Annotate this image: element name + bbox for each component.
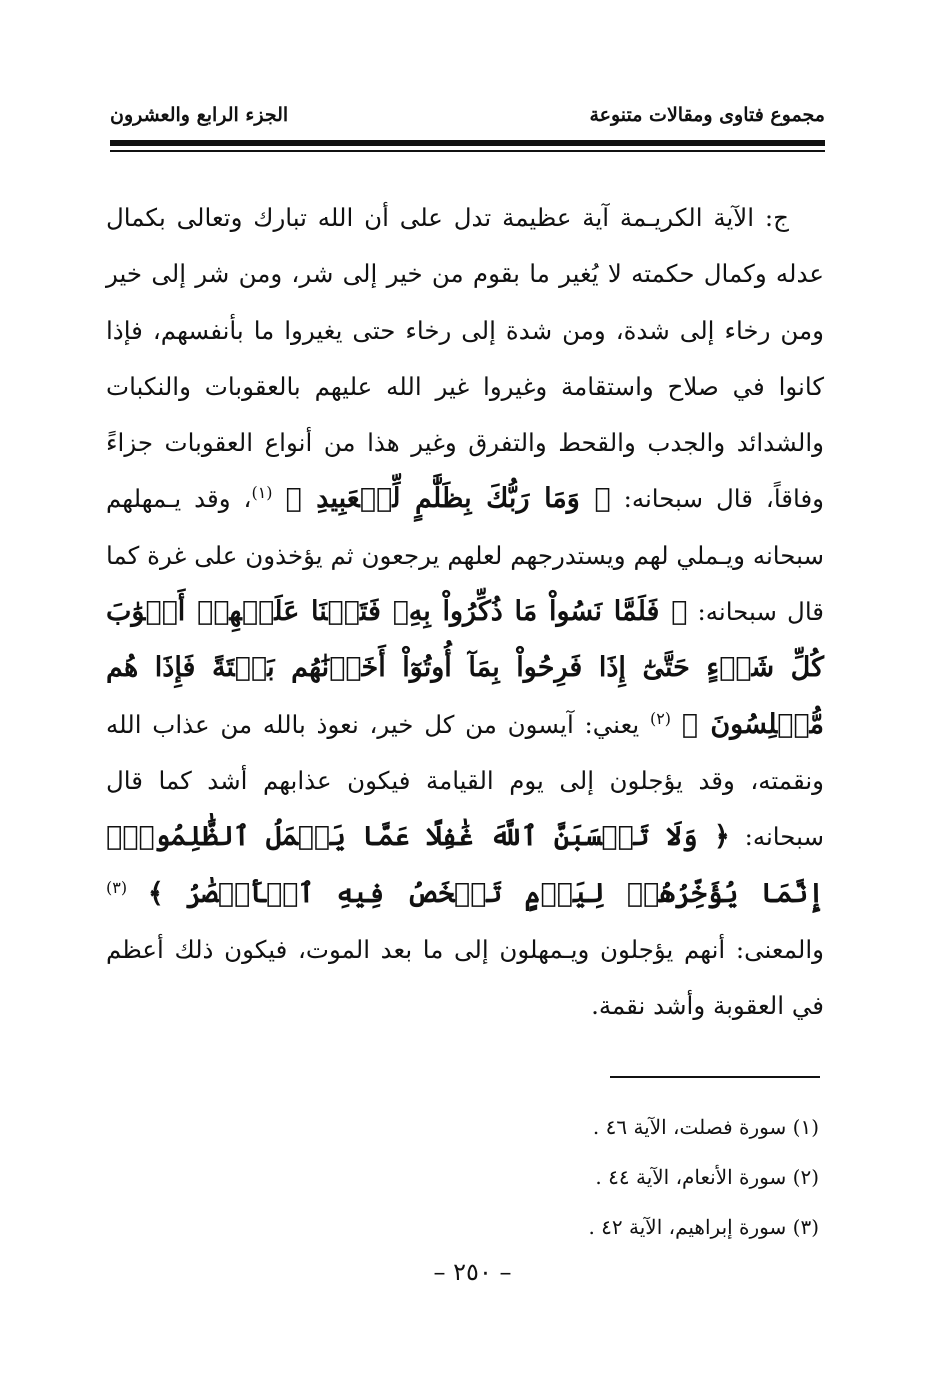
footnote-item: (١) سورة فصلت، الآية ٤٦ . (592, 1115, 819, 1139)
footnote-separator (610, 1076, 820, 1078)
footnote-item: (٢) سورة الأنعام، الآية ٤٤ . (595, 1165, 819, 1189)
text-segment: ، وقد يـمهلهم سبحانه ويـملي لهم ويستدرجهم لعلهم يرجعون ثم يؤخذون على غرة كما قال سبحانه: (106, 484, 824, 627)
footnotes (219, 1102, 819, 1252)
answer-paragraph (106, 190, 824, 1034)
header-rule-thin (110, 150, 825, 152)
footnote-item: (٣) سورة إبراهيم، الآية ٤٢ . (588, 1215, 819, 1239)
quran-verse: ﴿ وَلَا تَحۡسَبَنَّ ٱللَّهَ غَٰفِلًا عَمَّا يَعۡمَلُ ٱلظَّٰلِمُونَۚ إِنَّمَا يُؤَخِّرُهُمۡ لِيَوۡمٍ تَشۡخَصُ فِيهِ ٱلۡأَبۡصَٰرُ ﴾ (106, 821, 824, 909)
footnote-reference: (٣) (106, 877, 128, 897)
footnote-reference: (٢) (649, 708, 672, 728)
text-segment: والمعنى: أنهم يؤجلون ويـمهلون إلى ما بعد الموت، فيكون ذلك أعظم في العقوبة وأشد نقمة. (106, 934, 824, 1021)
main-text (106, 190, 824, 1034)
header-rule-thick (110, 140, 825, 146)
quran-verse: ﴿ فَلَمَّا نَسُواْ مَا ذُكِّرُواْ بِهِۦ فَتَحۡنَا عَلَيۡهِمۡ أَبۡوَٰبَ كُلِّ شَيۡءٍ حَتَّىٰٓ إِذَا فَرِحُواْ بِمَآ أُوتُوٓاْ أَخَذۡنَٰهُم بَغۡتَةً فَإِذَا هُم مُّبۡلِسُونَ ﴾ (106, 596, 824, 740)
text-segment: ج: الآية الكريـمة آية عظيمة تدل على أن الله تبارك وتعالى بكمال عدله وكمال حكمته لا يُغير ما بقوم من خير إلى شر، ومن شر إلى خير ومن رخاء إلى شدة، ومن شدة إلى رخاء حتى يغيروا ما بأنفسهم، فإذا كانوا في صلاح واستقامة وغيروا غير الله عليهم بالعقوبات والنكبات والشدائد والجدب والقحط والتفرق وغير هذا من أنواع العقوبات جزاءً وفاقاً، قال سبحانه: (106, 203, 824, 514)
footnote-reference: (١) (251, 483, 273, 503)
running-header (110, 104, 825, 134)
quran-verse: ﴿ وَمَا رَبُّكَ بِظَلَّٰمٍ لِّلۡعَبِيدِ ﴾ (285, 483, 611, 515)
text-segment: يعني: آيسون من كل خير، نعوذ بالله من عذاب الله ونقمته، وقد يؤجلون إلى يوم القيامة فيكون عذابهم أشد كما قال سبحانه: (106, 709, 824, 852)
page-number: – ٢٥٠ – (433, 1258, 512, 1286)
volume-label: الجزء الرابع والعشرون (110, 104, 289, 126)
book-title: مجموع فتاوى ومقالات متنوعة (589, 104, 825, 126)
